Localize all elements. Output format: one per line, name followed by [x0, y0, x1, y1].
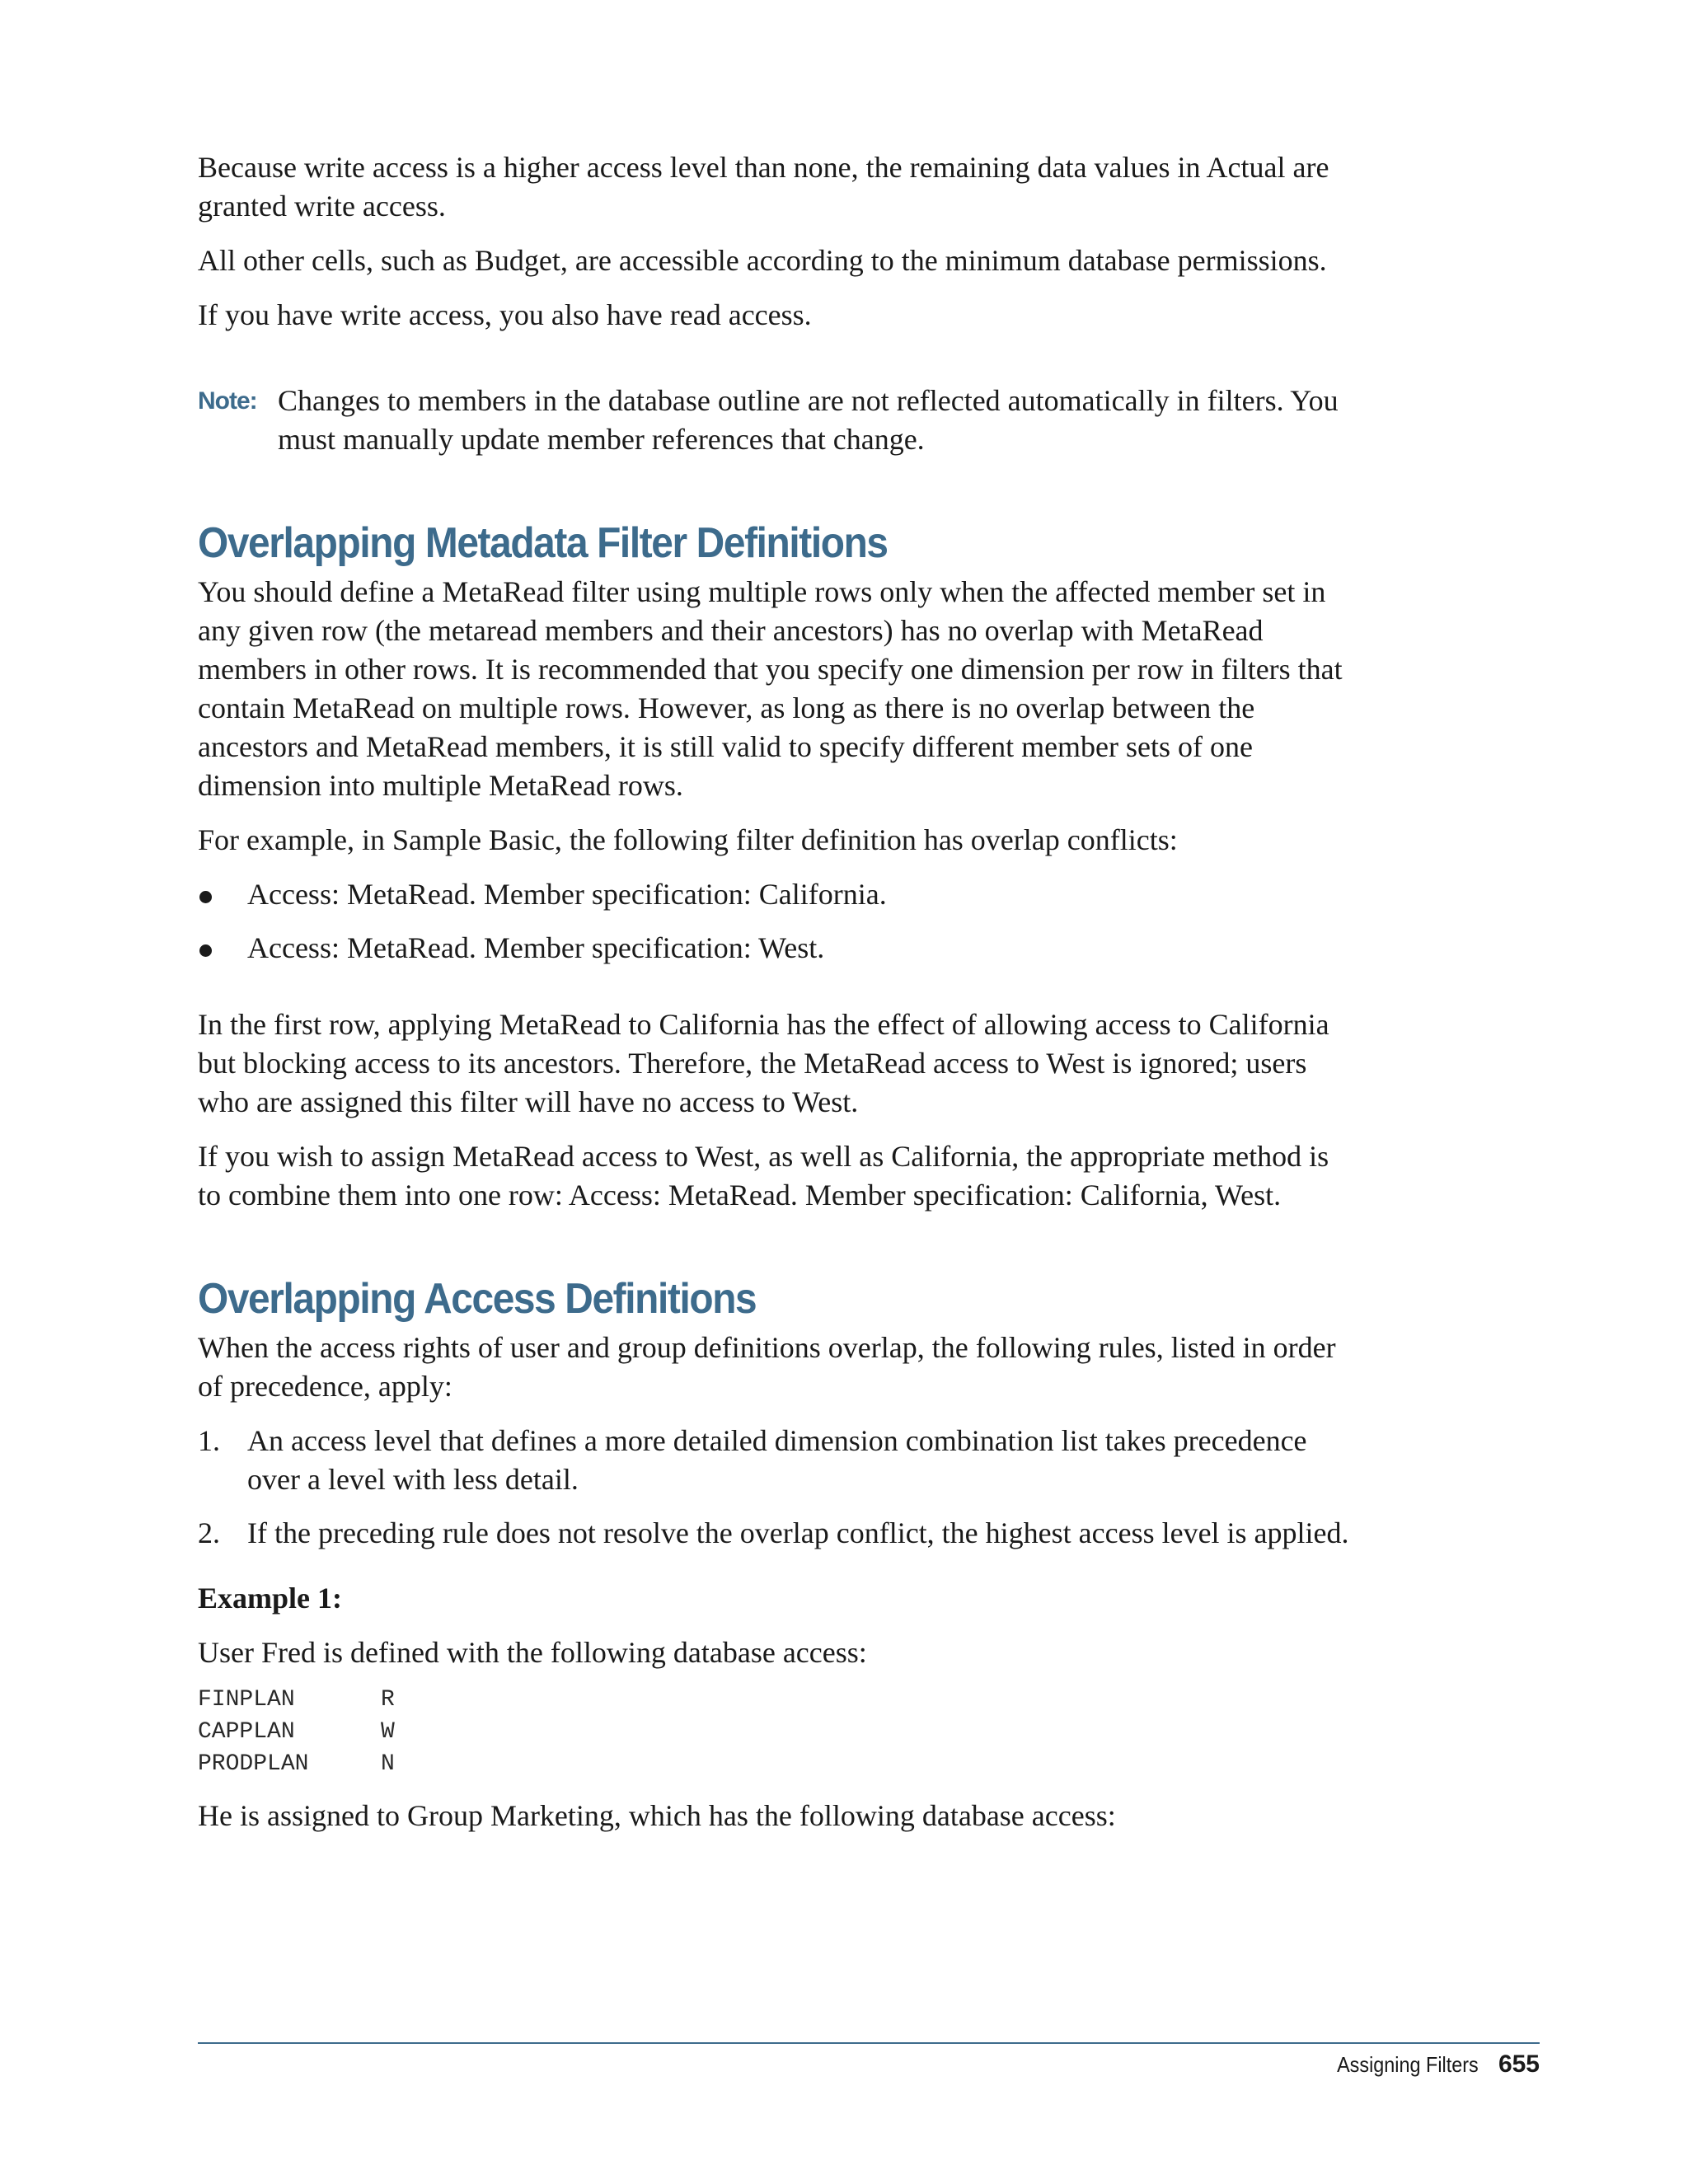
list-item-text: Access: MetaRead. Member specification: California. — [247, 878, 887, 911]
list-item-text: An access level that defines a more detailed dimension combination list takes precedence over a level with less detail. — [247, 1424, 1307, 1496]
code-database-name: PRODPLAN — [198, 1751, 309, 1777]
list-item — [198, 929, 1352, 968]
code-database-name: CAPPLAN — [198, 1719, 295, 1745]
paragraph: If you wish to assign MetaRead access to West, as well as California, the appropriate method is to combine them into one row: Access: MetaRead. Member specification: California, West. — [198, 1140, 1329, 1212]
list-item — [198, 875, 1352, 914]
note-label: Note: — [198, 387, 257, 415]
bullet-icon — [198, 875, 247, 914]
code-database-name: FINPLAN — [198, 1687, 295, 1713]
bullet-list — [198, 875, 1352, 968]
code-line — [198, 1748, 1352, 1780]
page-number: 655 — [1498, 2050, 1540, 2078]
numbered-list — [198, 1422, 1352, 1553]
code-access-value: W — [381, 1719, 395, 1745]
list-item-text: Access: MetaRead. Member specification: West. — [247, 931, 825, 964]
footer-section-title: Assigning Filters — [1337, 2052, 1479, 2077]
example-label: Example 1: — [198, 1582, 342, 1615]
paragraph: He is assigned to Group Marketing, which has the following database access: — [198, 1799, 1116, 1832]
code-access-value: N — [381, 1751, 395, 1777]
page-footer — [1321, 2050, 1540, 2079]
paragraph: In the first row, applying MetaRead to California has the effect of allowing access to California but blocking access to its ancestors. Therefore, the MetaRead access to West is ignored; users who are assigned this filter will have no access to West. — [198, 1008, 1329, 1118]
code-line — [198, 1684, 1352, 1716]
paragraph: User Fred is defined with the following database access: — [198, 1636, 867, 1669]
paragraph: Because write access is a higher access level than none, the remaining data values in Actual are granted write access. — [198, 151, 1329, 223]
code-access-value: R — [381, 1687, 395, 1713]
list-number: 2. — [198, 1516, 220, 1549]
paragraph: For example, in Sample Basic, the following filter definition has overlap conflicts: — [198, 823, 1178, 856]
paragraph: You should define a MetaRead filter using multiple rows only when the affected member set in any given row (the metaread members and their ancestors) has no overlap with MetaRead members in other rows. It is recommended that you specify one dimension per row in filters that contain MetaRead on multiple rows. However, as long as there is no overlap between the ancestors and MetaRead members, it is still valid to specify different member sets of one dimension into multiple MetaRead rows. — [198, 575, 1343, 802]
note-text: Changes to members in the database outline are not reflected automatically in filters. You must manually update member references that change. — [278, 384, 1339, 456]
code-line — [198, 1716, 1352, 1748]
section-heading-metadata-filters: Overlapping Metadata Filter Definitions — [198, 519, 888, 567]
section-heading-access-definitions: Overlapping Access Definitions — [198, 1275, 757, 1323]
bullet-icon — [198, 929, 247, 968]
paragraph: If you have write access, you also have read access. — [198, 298, 812, 331]
list-item — [198, 1422, 1352, 1499]
paragraph: All other cells, such as Budget, are accessible according to the minimum database permissions. — [198, 244, 1327, 277]
note-block — [198, 382, 1352, 459]
list-item — [198, 1514, 1352, 1553]
list-item-text: If the preceding rule does not resolve the overlap conflict, the highest access level is applied. — [247, 1516, 1349, 1549]
page-content — [198, 148, 1352, 1835]
footer-divider — [198, 2042, 1540, 2044]
list-number: 1. — [198, 1424, 220, 1457]
code-block — [198, 1684, 1352, 1780]
paragraph: When the access rights of user and group definitions overlap, the following rules, listed in order of precedence, apply: — [198, 1331, 1336, 1403]
